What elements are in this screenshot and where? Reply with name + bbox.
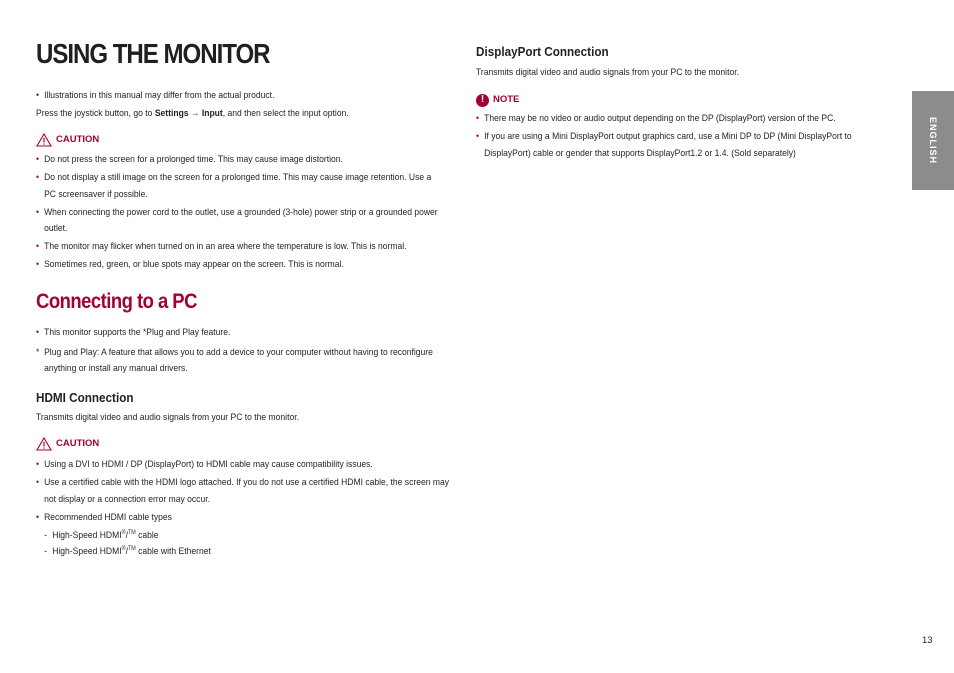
displayport-description: Transmits digital video and audio signals from your PC to the monitor. <box>476 67 739 78</box>
hdmi-description: Transmits digital video and audio signals from your PC to the monitor. <box>36 412 299 423</box>
list-item: • Do not press the screen for a prolonged time. This may cause image distortion. <box>36 152 446 169</box>
plug-and-play-note: * Plug and Play: A feature that allows you to add a device to your computer without having to reconfigure anything or install any manual drivers. <box>36 346 433 374</box>
list-item: • Do not display a still image on the screen for a prolonged time. This may cause image retention. Use a PC screensaver if possible. <box>36 170 446 203</box>
list-item: • Use a certified cable with the HDMI logo attached. If you do not use a certified HDMI cable, the screen may not display or a connection error may occur. <box>36 475 455 508</box>
displayport-title: DisplayPort Connection <box>476 44 609 59</box>
intro-block <box>36 88 459 123</box>
warning-triangle-icon <box>36 133 52 147</box>
note-label: ! NOTE <box>476 92 519 109</box>
warning-triangle-icon <box>36 437 52 451</box>
input-label: Input <box>201 108 223 119</box>
caution-label-1: CAUTION <box>36 132 99 149</box>
list-item: - High-Speed HDMI®/™ cable <box>44 528 454 545</box>
settings-label: Settings <box>154 108 189 119</box>
list-item: • When connecting the power cord to the outlet, use a grounded (3-hole) power strip or a grounded power outlet. <box>36 205 446 238</box>
list-item: • Sometimes red, green, or blue spots may appear on the screen. This is normal. <box>36 257 446 274</box>
intro-instruction: Press the joystick button, go to Settings → Input, and then select the input option. <box>36 108 349 119</box>
list-item: • There may be no video or audio output depending on the DP (DisplayPort) version of the PC. <box>476 111 890 128</box>
caution-label-2: CAUTION <box>36 436 99 453</box>
connecting-block <box>36 325 446 378</box>
list-item: • This monitor supports the *Plug and Play feature. <box>36 325 446 342</box>
cable-type-list <box>36 528 455 561</box>
page-number: 13 <box>922 635 933 646</box>
caution-list-1 <box>36 152 446 275</box>
language-tab <box>912 91 954 190</box>
displayport-note-list <box>476 111 890 164</box>
hdmi-title: HDMI Connection <box>36 390 134 405</box>
list-item: • If you are using a Mini DisplayPort output graphics card, use a Mini DP to DP (Mini DisplayPort to DisplayPort) cable or gender that supports DisplayPort1.2 or 1.4. (Sold separately) <box>476 129 890 162</box>
language-tab-label: ENGLISH <box>928 116 938 164</box>
exclamation-circle-icon: ! <box>476 94 489 107</box>
list-item: • Illustrations in this manual may differ from the actual product. <box>36 88 459 105</box>
hdmi-caution-list <box>36 457 455 561</box>
list-item: • Using a DVI to HDMI / DP (DisplayPort) to HDMI cable may cause compatibility issues. <box>36 457 455 474</box>
list-item: • The monitor may flicker when turned on in an area where the temperature is low. This is normal. <box>36 239 446 256</box>
page-title: USING THE MONITOR <box>36 38 270 69</box>
list-item: • Recommended HDMI cable types <box>36 510 455 527</box>
arrow-icon: → <box>190 108 200 119</box>
section-title: Connecting to a PC <box>36 290 197 313</box>
list-item: - High-Speed HDMI®/™ cable with Ethernet <box>44 544 454 561</box>
intro-list <box>36 88 459 105</box>
